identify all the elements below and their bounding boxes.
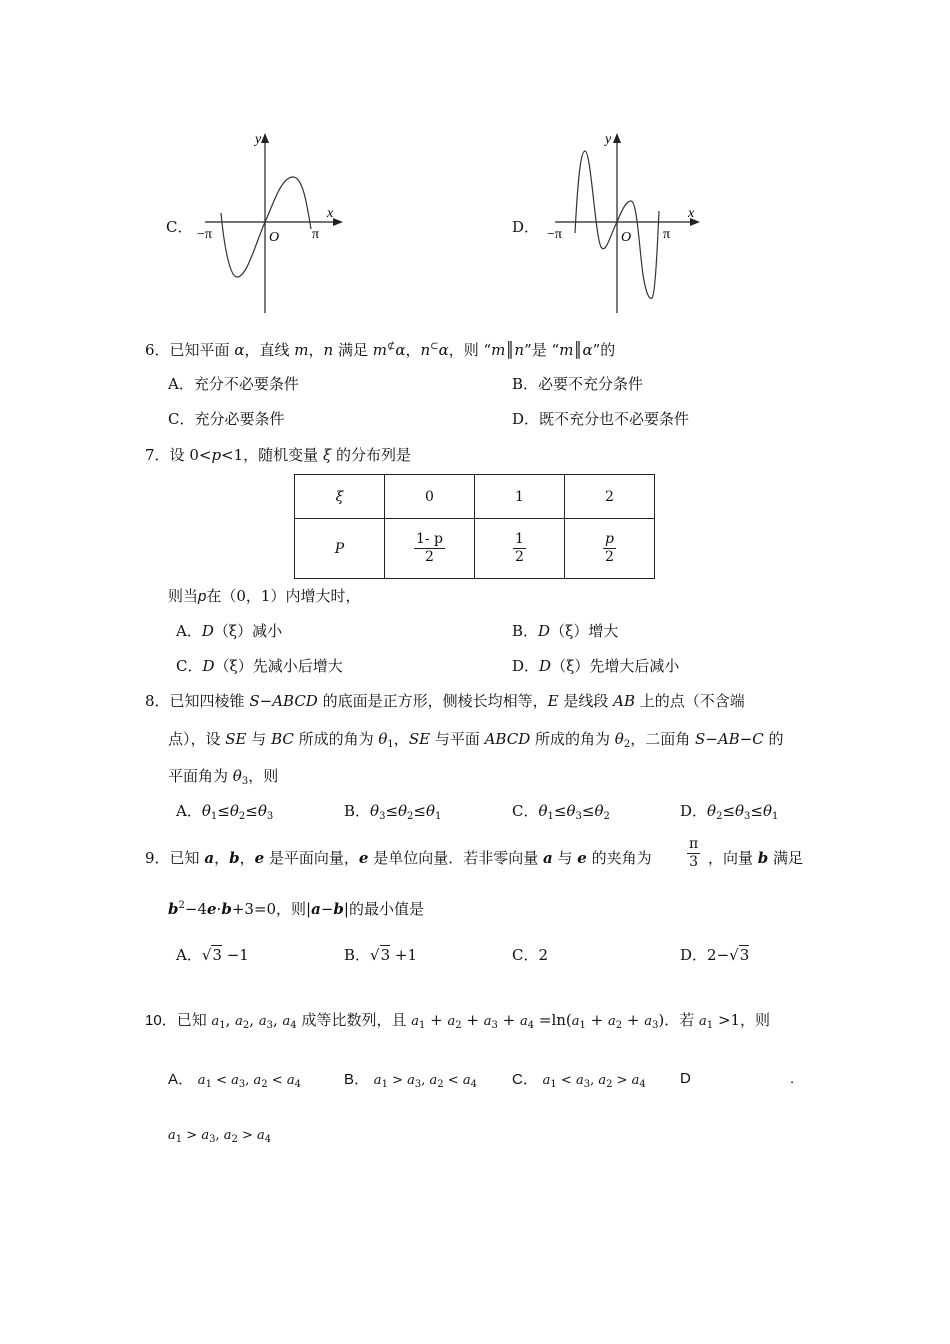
q8-option-d[interactable]: D．$\theta_2\le\theta_3\le\theta_1$ [680, 802, 779, 822]
q10-option-a[interactable]: A． $a_1 < a_3$, $a_2 < a_4$ [168, 1071, 301, 1090]
q8-stem-line3: 平面角为 $\theta_3$，则 [168, 767, 279, 787]
graph-c [195, 125, 355, 320]
q7-option-d[interactable]: D．D（ξ）先增大后减小 [512, 657, 680, 675]
graph-c-x-label: x [327, 206, 334, 221]
q9-number: 9． [145, 849, 170, 867]
q7-prob-1: $\frac{1}{2}$ [475, 519, 565, 579]
q9-stem-line1-tail: ，向量 b 满足 [708, 849, 804, 867]
graph-d-label: D． [512, 218, 540, 236]
q6-option-d[interactable]: D．既不充分也不必要条件 [512, 410, 690, 428]
q9-stem-line2: $b^2-4e\cdot b+3=0$，则|a−b|的最小值是 [168, 900, 424, 918]
q7-number: 7． [145, 446, 170, 464]
graph-c-origin: O [269, 230, 280, 245]
q7-header-0: 0 [385, 475, 475, 519]
graph-d-pi: π [663, 227, 671, 242]
q9-angle-fraction: $\frac{\pi}{3}$ [689, 836, 699, 870]
graph-c-neg-pi: −π [197, 227, 212, 242]
q6-number: 6． [145, 341, 170, 359]
q7-header-2: 2 [565, 475, 655, 519]
q10-option-d-dot: . [790, 1070, 795, 1087]
q7-option-b[interactable]: B．D（ξ）增大 [512, 622, 619, 640]
q10-option-b[interactable]: B． $a_1 > a_3$, $a_2 < a_4$ [344, 1071, 477, 1090]
graph-d-y-label: y [605, 132, 612, 147]
q8-stem-line1: 8．已知四棱锥 S−ABCD 的底面是正方形，侧棱长均相等，E 是线段 AB 上的点（不含端 [145, 692, 745, 710]
graph-c-pi: π [312, 227, 320, 242]
graph-d-y-arrow [613, 133, 621, 143]
q8-option-b[interactable]: B．$\theta_3\le\theta_2\le\theta_1$ [344, 802, 442, 822]
q7-row-label: P [295, 519, 385, 579]
q7-table-prob-row [295, 519, 655, 579]
q7-option-a[interactable]: A．D（ξ）减小 [176, 622, 283, 640]
q7-distribution-table [294, 474, 655, 579]
graph-d-neg-pi: −π [547, 227, 562, 242]
graph-d-x-label: x [688, 206, 695, 221]
graph-d-origin: O [621, 230, 632, 245]
graph-c-y-label: y [255, 132, 262, 147]
graph-c-label: C． [166, 218, 193, 236]
q7-option-c[interactable]: C．D（ξ）先减小后增大 [176, 657, 343, 675]
q9-stem-line1: 9．已知 a，b，e 是平面向量，e 是单位向量．若非零向量 a 与 e 的夹角为 [145, 849, 652, 867]
q9-option-d[interactable]: D．2−√3 [680, 946, 750, 964]
q10-stem: 10．已知 $a_1$, $a_2$, $a_3$, $a_4$ 成等比数列，且 $a_1 + a_2 + a_3 + a_4 =\ln(a_1 + a_2 + a_3)$．若 $a_1 >1$，则 [145, 1011, 771, 1031]
graph-c-x-arrow [333, 218, 343, 226]
q8-option-a[interactable]: A．$\theta_1\le\theta_2\le\theta_3$ [176, 802, 274, 822]
q7-prob-2: $\frac{p}{2}$ [565, 519, 655, 579]
q7-condition: 则当p在（0，1）内增大时， [168, 587, 361, 605]
q6-stem: 6．已知平面 α，直线 m，n 满足 m⊄α，n⊂α，则 “m║n”是 “m║α”的 [145, 341, 616, 359]
q6-option-b[interactable]: B．必要不充分条件 [512, 375, 644, 393]
q9-option-a[interactable]: A．√3 −1 [176, 946, 249, 964]
q7-header-1: 1 [475, 475, 565, 519]
graph-c-curve [221, 177, 311, 277]
q7-table-header-row [295, 475, 655, 519]
q9-option-b[interactable]: B．√3 +1 [344, 946, 418, 964]
q10-number: 10． [145, 1012, 177, 1029]
q6-option-a[interactable]: A．充分不必要条件 [168, 375, 299, 393]
graph-d [545, 125, 710, 320]
q10-option-d-value[interactable]: $a_1 > a_3$, $a_2 > a_4$ [168, 1128, 272, 1145]
q8-option-c[interactable]: C．$\theta_1\le\theta_3\le\theta_2$ [512, 802, 610, 822]
q8-number: 8． [145, 692, 170, 710]
q9-option-c[interactable]: C．2 [512, 946, 549, 964]
graph-c-y-arrow [261, 133, 269, 143]
q7-header-xi: ξ [295, 475, 385, 519]
q7-prob-0: $\frac{1- p}{2}$ [385, 519, 475, 579]
q10-option-c[interactable]: C． $a_1 < a_3$, $a_2 > a_4$ [512, 1071, 646, 1090]
q10-option-d-label[interactable]: D [680, 1070, 691, 1087]
q7-stem: 7．设 0<p<1，随机变量 ξ 的分布列是 [145, 446, 411, 464]
q8-stem-line2: 点），设 SE 与 BC 所成的角为 $\theta_1$，SE 与平面 ABCD 所成的角为 $\theta_2$，二面角 S−AB−C 的 [168, 730, 784, 750]
q6-option-c[interactable]: C．充分必要条件 [168, 410, 285, 428]
